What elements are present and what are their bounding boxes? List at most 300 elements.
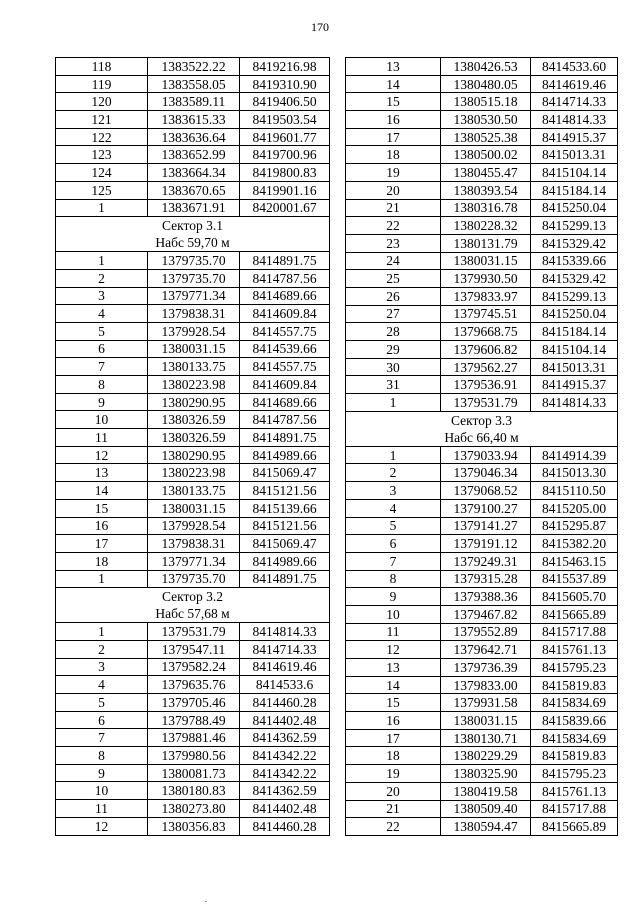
y-coordinate-cell: 8415761.13 [531,782,618,800]
table-row [56,358,330,376]
table-row [56,694,330,712]
point-number-cell: 14 [346,75,441,93]
x-coordinate-cell: 1380133.75 [148,358,240,376]
point-number-cell: 6 [346,535,441,553]
point-number-cell: 2 [56,640,148,658]
table-row [346,323,618,341]
table-row [56,111,330,129]
point-number-cell: 19 [346,164,441,182]
point-number-cell: 23 [346,234,441,252]
table-row [56,764,330,782]
y-coordinate-cell: 8414689.66 [240,287,330,305]
point-number-cell: 21 [346,199,441,217]
y-coordinate-cell: 8414814.33 [240,623,330,641]
y-coordinate-cell: 8415110.50 [531,482,618,500]
y-coordinate-cell: 8415205.00 [531,499,618,517]
y-coordinate-cell: 8419700.96 [240,146,330,164]
y-coordinate-cell: 8414915.37 [531,128,618,146]
y-coordinate-cell: 8419503.54 [240,111,330,129]
table-row [346,146,618,164]
point-number-cell: 13 [56,464,148,482]
y-coordinate-cell: 8414689.66 [240,393,330,411]
x-coordinate-cell: 1383636.64 [148,128,240,146]
table-row [346,588,618,606]
y-coordinate-cell: 8415299.13 [531,217,618,235]
x-coordinate-cell: 1379788.49 [148,711,240,729]
table-row [56,393,330,411]
point-number-cell: 8 [346,570,441,588]
y-coordinate-cell: 8415717.88 [531,800,618,818]
table-row [56,146,330,164]
y-coordinate-cell: 8415717.88 [531,623,618,641]
sector-header-row [56,217,330,252]
point-number-cell: 5 [56,322,148,340]
x-coordinate-cell: 1380290.95 [148,446,240,464]
table-row [346,765,618,783]
x-coordinate-cell: 1380455.47 [441,164,531,182]
table-row [56,429,330,447]
x-coordinate-cell: 1383664.34 [148,164,240,182]
table-row [56,164,330,182]
x-coordinate-cell: 1379705.46 [148,694,240,712]
point-number-cell: 8 [56,747,148,765]
table-row [56,464,330,482]
table-row [346,694,618,712]
point-number-cell: 16 [56,517,148,535]
x-coordinate-cell: 1383671.91 [148,199,240,217]
table-row [346,535,618,553]
table-row [346,641,618,659]
sector-header [56,217,330,252]
y-coordinate-cell: 8414342.22 [240,747,330,765]
table-row [56,747,330,765]
x-coordinate-cell: 1380130.71 [441,729,531,747]
point-number-cell: 15 [56,499,148,517]
x-coordinate-cell: 1379191.12 [441,535,531,553]
point-number-cell: 121 [56,111,148,129]
sector-header [346,411,618,446]
y-coordinate-cell: 8415069.47 [240,535,330,553]
x-coordinate-cell: 1379141.27 [441,517,531,535]
x-coordinate-cell: 1379838.31 [148,535,240,553]
point-number-cell: 125 [56,181,148,199]
point-number-cell: 9 [346,588,441,606]
coordinates-table-left [55,57,330,836]
footer-mark: . [205,895,207,904]
point-number-cell: 124 [56,164,148,182]
table-row [346,800,618,818]
y-coordinate-cell: 8414619.46 [531,75,618,93]
point-number-cell: 18 [56,552,148,570]
y-coordinate-cell: 8414989.66 [240,446,330,464]
table-row [346,747,618,765]
y-coordinate-cell: 8414609.84 [240,376,330,394]
point-number-cell: 30 [346,358,441,376]
x-coordinate-cell: 1383615.33 [148,111,240,129]
x-coordinate-cell: 1380031.15 [148,340,240,358]
sector-title: Сектор 3.3 [450,412,512,428]
y-coordinate-cell: 8414714.33 [240,640,330,658]
point-number-cell: 4 [56,305,148,323]
point-number-cell: 4 [346,499,441,517]
x-coordinate-cell: 1380223.98 [148,464,240,482]
point-number-cell: 119 [56,75,148,93]
x-coordinate-cell: 1380229.29 [441,747,531,765]
table-row [346,75,618,93]
y-coordinate-cell: 8415295.87 [531,517,618,535]
point-number-cell: 16 [346,712,441,730]
table-row [56,340,330,358]
table-row [346,676,618,694]
table-row [346,270,618,288]
point-number-cell: 5 [56,694,148,712]
table-row [56,800,330,818]
x-coordinate-cell: 1379467.82 [441,605,531,623]
table-row [346,517,618,535]
point-number-cell: 10 [56,411,148,429]
y-coordinate-cell: 8415184.14 [531,323,618,341]
x-coordinate-cell: 1379531.79 [148,623,240,641]
table-row [56,729,330,747]
table-row [56,640,330,658]
table-row [346,712,618,730]
y-coordinate-cell: 8415299.13 [531,287,618,305]
x-coordinate-cell: 1380393.54 [441,181,531,199]
point-number-cell: 29 [346,341,441,359]
point-number-cell: 31 [346,376,441,394]
y-coordinate-cell: 8415382.20 [531,535,618,553]
table-row [56,535,330,553]
x-coordinate-cell: 1380031.15 [441,252,531,270]
x-coordinate-cell: 1380480.05 [441,75,531,93]
y-coordinate-cell: 8415795.23 [531,659,618,677]
y-coordinate-cell: 8414557.75 [240,322,330,340]
x-coordinate-cell: 1380356.83 [148,817,240,835]
y-coordinate-cell: 8415839.66 [531,712,618,730]
x-coordinate-cell: 1379881.46 [148,729,240,747]
y-coordinate-cell: 8414402.48 [240,711,330,729]
table-row [346,499,618,517]
y-coordinate-cell: 8415665.89 [531,605,618,623]
point-number-cell: 7 [346,552,441,570]
point-number-cell: 14 [56,482,148,500]
table-row [56,623,330,641]
point-number-cell: 3 [346,482,441,500]
point-number-cell: 22 [346,217,441,235]
point-number-cell: 12 [56,817,148,835]
table-row [56,570,330,588]
point-number-cell: 11 [56,429,148,447]
table-row [56,58,330,76]
point-number-cell: 1 [56,623,148,641]
table-row [346,446,618,464]
sector-header [56,588,330,623]
x-coordinate-cell: 1380031.15 [148,499,240,517]
point-number-cell: 118 [56,58,148,76]
point-number-cell: 22 [346,818,441,836]
x-coordinate-cell: 1379745.51 [441,305,531,323]
point-number-cell: 7 [56,358,148,376]
point-number-cell: 8 [56,376,148,394]
table-row [56,93,330,111]
table-row [56,446,330,464]
table-row [56,711,330,729]
y-coordinate-cell: 8415665.89 [531,818,618,836]
y-coordinate-cell: 8419800.83 [240,164,330,182]
y-coordinate-cell: 8419406.50 [240,93,330,111]
y-coordinate-cell: 8415819.83 [531,747,618,765]
x-coordinate-cell: 1380180.83 [148,782,240,800]
x-coordinate-cell: 1380133.75 [148,482,240,500]
y-coordinate-cell: 8419310.90 [240,75,330,93]
table-row [56,411,330,429]
y-coordinate-cell: 8415104.14 [531,341,618,359]
point-number-cell: 10 [346,605,441,623]
x-coordinate-cell: 1379735.70 [148,570,240,588]
point-number-cell: 123 [56,146,148,164]
table-row [346,623,618,641]
table-row [346,58,618,76]
table-row [346,464,618,482]
table-row [346,552,618,570]
table-row [56,376,330,394]
x-coordinate-cell: 1379068.52 [441,482,531,500]
point-number-cell: 6 [56,340,148,358]
table-row [56,482,330,500]
point-number-cell: 4 [56,676,148,694]
point-number-cell: 12 [56,446,148,464]
table-row [346,93,618,111]
sector-elevation: Набс 57,68 м [155,606,230,622]
point-number-cell: 13 [346,58,441,76]
point-number-cell: 7 [56,729,148,747]
table-row [346,659,618,677]
y-coordinate-cell: 8415834.69 [531,729,618,747]
x-coordinate-cell: 1379930.50 [441,270,531,288]
x-coordinate-cell: 1380594.47 [441,818,531,836]
y-coordinate-cell: 8414362.59 [240,729,330,747]
table-row [56,817,330,835]
point-number-cell: 24 [346,252,441,270]
point-number-cell: 28 [346,323,441,341]
y-coordinate-cell: 8415795.23 [531,765,618,783]
x-coordinate-cell: 1380228.32 [441,217,531,235]
x-coordinate-cell: 1383522.22 [148,58,240,76]
x-coordinate-cell: 1379635.76 [148,676,240,694]
table-row [56,269,330,287]
table-row [56,287,330,305]
y-coordinate-cell: 8419216.98 [240,58,330,76]
point-number-cell: 6 [56,711,148,729]
sector-elevation: Набс 59,70 м [155,235,230,251]
table-row [56,181,330,199]
x-coordinate-cell: 1380326.59 [148,429,240,447]
point-number-cell: 11 [346,623,441,641]
y-coordinate-cell: 8415013.31 [531,146,618,164]
point-number-cell: 17 [346,729,441,747]
x-coordinate-cell: 1380131.79 [441,234,531,252]
point-number-cell: 20 [346,181,441,199]
x-coordinate-cell: 1379771.34 [148,552,240,570]
point-number-cell: 13 [346,659,441,677]
y-coordinate-cell: 8415605.70 [531,588,618,606]
point-number-cell: 2 [346,464,441,482]
y-coordinate-cell: 8414814.33 [531,394,618,412]
point-number-cell: 27 [346,305,441,323]
y-coordinate-cell: 8414557.75 [240,358,330,376]
x-coordinate-cell: 1379642.71 [441,641,531,659]
y-coordinate-cell: 8414609.84 [240,305,330,323]
x-coordinate-cell: 1380515.18 [441,93,531,111]
y-coordinate-cell: 8415184.14 [531,181,618,199]
table-row [346,217,618,235]
table-row [346,818,618,836]
point-number-cell: 14 [346,676,441,694]
table-row [56,517,330,535]
y-coordinate-cell: 8414814.33 [531,111,618,129]
x-coordinate-cell: 1380525.38 [441,128,531,146]
table-row [346,287,618,305]
y-coordinate-cell: 8415339.66 [531,252,618,270]
y-coordinate-cell: 8415463.15 [531,552,618,570]
table-row [346,341,618,359]
point-number-cell: 11 [56,800,148,818]
x-coordinate-cell: 1379928.54 [148,517,240,535]
page-number: 170 [311,20,329,34]
point-number-cell: 9 [56,764,148,782]
x-coordinate-cell: 1380326.59 [148,411,240,429]
coordinates-table-body [56,58,330,836]
table-row [56,658,330,676]
coordinates-table-right [345,57,618,836]
table-row [56,128,330,146]
table-row [56,322,330,340]
point-number-cell: 1 [56,570,148,588]
x-coordinate-cell: 1379771.34 [148,287,240,305]
x-coordinate-cell: 1380290.95 [148,393,240,411]
sector-header-row [346,411,618,446]
y-coordinate-cell: 8415139.66 [240,499,330,517]
point-number-cell: 16 [346,111,441,129]
table-row [346,305,618,323]
x-coordinate-cell: 1379547.11 [148,640,240,658]
point-number-cell: 5 [346,517,441,535]
table-row [56,552,330,570]
y-coordinate-cell: 8414539.66 [240,340,330,358]
x-coordinate-cell: 1380316.78 [441,199,531,217]
x-coordinate-cell: 1380081.73 [148,764,240,782]
y-coordinate-cell: 8414891.75 [240,429,330,447]
x-coordinate-cell: 1379928.54 [148,322,240,340]
x-coordinate-cell: 1383652.99 [148,146,240,164]
x-coordinate-cell: 1383558.05 [148,75,240,93]
point-number-cell: 1 [56,199,148,217]
table-row [346,782,618,800]
y-coordinate-cell: 8415121.56 [240,482,330,500]
point-number-cell: 122 [56,128,148,146]
y-coordinate-cell: 8414460.28 [240,694,330,712]
point-number-cell: 21 [346,800,441,818]
table-row [346,394,618,412]
y-coordinate-cell: 8415834.69 [531,694,618,712]
point-number-cell: 25 [346,270,441,288]
y-coordinate-cell: 8414342.22 [240,764,330,782]
y-coordinate-cell: 8414362.59 [240,782,330,800]
point-number-cell: 1 [56,252,148,270]
table-row [56,199,330,217]
point-number-cell: 1 [346,394,441,412]
y-coordinate-cell: 8415104.14 [531,164,618,182]
x-coordinate-cell: 1379249.31 [441,552,531,570]
table-row [346,376,618,394]
x-coordinate-cell: 1380031.15 [441,712,531,730]
y-coordinate-cell: 8415537.89 [531,570,618,588]
table-row [56,676,330,694]
table-row [56,305,330,323]
x-coordinate-cell: 1379668.75 [441,323,531,341]
point-number-cell: 1 [346,446,441,464]
x-coordinate-cell: 1379736.39 [441,659,531,677]
y-coordinate-cell: 8415819.83 [531,676,618,694]
table-row [346,729,618,747]
x-coordinate-cell: 1379315.28 [441,570,531,588]
y-coordinate-cell: 8419901.16 [240,181,330,199]
y-coordinate-cell: 8414460.28 [240,817,330,835]
x-coordinate-cell: 1380419.58 [441,782,531,800]
point-number-cell: 15 [346,694,441,712]
sector-title: Сектор 3.1 [161,218,223,234]
x-coordinate-cell: 1379046.34 [441,464,531,482]
x-coordinate-cell: 1379833.97 [441,287,531,305]
y-coordinate-cell: 8414619.46 [240,658,330,676]
x-coordinate-cell: 1379980.56 [148,747,240,765]
table-row [346,181,618,199]
point-number-cell: 12 [346,641,441,659]
y-coordinate-cell: 8414915.37 [531,376,618,394]
y-coordinate-cell: 8414891.75 [240,252,330,270]
y-coordinate-cell: 8415329.42 [531,234,618,252]
point-number-cell: 10 [56,782,148,800]
x-coordinate-cell: 1380426.53 [441,58,531,76]
table-row [346,111,618,129]
y-coordinate-cell: 8414787.56 [240,411,330,429]
x-coordinate-cell: 1379531.79 [441,394,531,412]
table-row [346,358,618,376]
table-row [56,75,330,93]
point-number-cell: 2 [56,269,148,287]
y-coordinate-cell: 8414787.56 [240,269,330,287]
y-coordinate-cell: 8414533.60 [531,58,618,76]
table-row [346,252,618,270]
x-coordinate-cell: 1379536.91 [441,376,531,394]
y-coordinate-cell: 8415121.56 [240,517,330,535]
table-row [56,499,330,517]
x-coordinate-cell: 1380325.90 [441,765,531,783]
y-coordinate-cell: 8420001.67 [240,199,330,217]
y-coordinate-cell: 8419601.77 [240,128,330,146]
table-row [346,570,618,588]
y-coordinate-cell: 8415013.31 [531,358,618,376]
point-number-cell: 18 [346,146,441,164]
x-coordinate-cell: 1380273.80 [148,800,240,818]
x-coordinate-cell: 1383670.65 [148,181,240,199]
x-coordinate-cell: 1379931.58 [441,694,531,712]
y-coordinate-cell: 8415013.30 [531,464,618,482]
table-row [346,164,618,182]
table-row [346,482,618,500]
y-coordinate-cell: 8415250.04 [531,199,618,217]
x-coordinate-cell: 1379552.89 [441,623,531,641]
